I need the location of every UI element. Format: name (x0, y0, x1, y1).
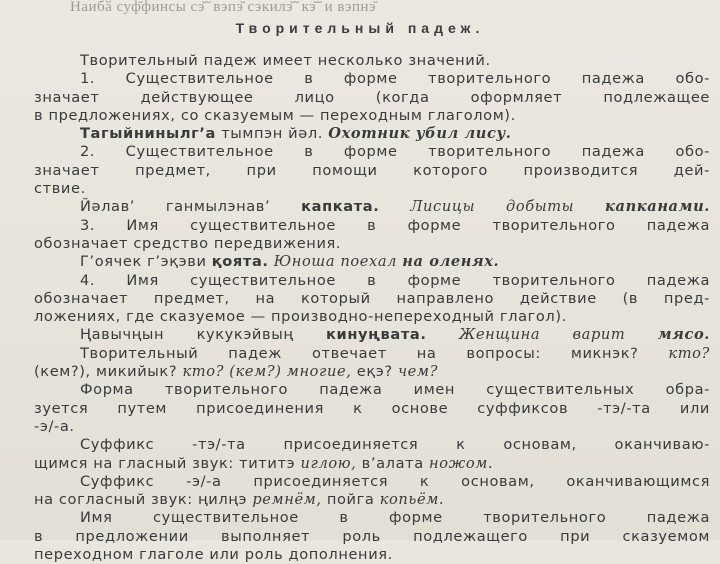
example-4-native-bold: кинуңвата. (326, 326, 427, 344)
example-3-native-plain: Г’оячек г’эқэви (80, 253, 207, 271)
example-2-translation-bold: капканами. (605, 198, 710, 216)
body-text (34, 52, 710, 564)
example-2-native-plain: Йəлав’ ганмылэнав’ (80, 198, 271, 216)
example-3-native-bold: қоята. (211, 253, 269, 271)
example-1 (34, 125, 710, 143)
role-line-3: переходном глаголе или роль дополнения. (34, 546, 393, 564)
questions-line-1-text: Творительный падеж отвечает на вопросы: микнэк? (80, 344, 639, 362)
meaning-3-line-2: обозначает средство передвижения. (34, 234, 342, 252)
bleed-through-text: Наибӑ суф̆финсы сэ̆ ̆ вэпэ̆ сэкилэ̆ ̆ кэ̆ ̆ и вэпнэ̆ (70, 0, 376, 15)
suffix-1-gloss-1: иглою, (300, 454, 357, 472)
meaning-4-line-3: ложениях, где сказуемое — производно-непереходный глагол). (34, 308, 567, 326)
questions-line-2-italic: кто? (кем?) многие, (182, 363, 352, 381)
formation-line-3: -э/-а. (34, 417, 75, 435)
example-2-native-bold: капката. (301, 198, 380, 216)
example-1-native-bold: Тагыйнинылг’а (80, 125, 216, 143)
questions-line-1-italic: кто? (668, 344, 710, 362)
suffix-2-word-2: пойга (326, 491, 375, 509)
suffix-2-gloss-1: ремнём, (252, 491, 322, 509)
meaning-2-line-1: 2. Существительное в форме творительного падежа обо- (80, 143, 710, 161)
questions-line-1 (34, 345, 710, 363)
questions-line-2 (34, 363, 710, 381)
example-4-translation: Женщина варит (458, 326, 626, 344)
meaning-1-line-3: в предложениях, со сказуемым — переходным глаголом). (34, 106, 516, 124)
meaning-4-line-2: обозначает предмет, на который направлено действие (в пред- (34, 289, 710, 307)
example-3-translation: Юноша поехал (273, 253, 398, 271)
meaning-1-line-1: 1. Существительное в форме творительного падежа обо- (80, 70, 710, 88)
example-4 (34, 326, 710, 344)
meaning-4-line-1: 4. Имя существительное в форме творительного падежа (80, 271, 710, 289)
suffix-1-text: щимся на гласный звук: тититэ (34, 454, 296, 472)
section-title: Творительный падеж. (235, 20, 485, 36)
role-line-1: Имя существительное в форме творительного падежа (80, 509, 710, 527)
example-3 (34, 253, 710, 271)
meaning-2-line-2: значает предмет, при помощи которого производится дей- (34, 161, 710, 179)
questions-line-2-italic-end: чем? (397, 363, 438, 381)
meaning-1-line-2: значает действующее лицо (когда оформляет подлежащее (34, 88, 710, 106)
intro-line: Творительный падеж имеет несколько значений. (80, 52, 491, 69)
formation-line-1: Форма творительного падежа имен существительных обра- (80, 381, 710, 399)
questions-line-2-text: (кем?), микийык? (34, 363, 178, 381)
example-4-native-plain: Ңавычңын кукукэйвың (80, 326, 294, 344)
suffix-2-gloss-2: копьём. (379, 491, 445, 509)
suffix-2-line-1: Суффикс -э/-а присоединяется к основам, оканчивающимся (80, 472, 710, 490)
example-3-translation-bold: на оленях. (402, 253, 500, 271)
formation-line-2: зуется путем присоединения к основе суффиксов -тэ/-та или (34, 399, 710, 417)
suffix-2-text: на согласный звук: ңилңэ (34, 491, 248, 509)
meaning-3-line-1: 3. Имя существительное в форме творительного падежа (80, 216, 710, 234)
example-4-translation-bold: мясо. (657, 326, 710, 344)
example-2 (34, 198, 710, 216)
suffix-2-line-2 (34, 491, 710, 509)
suffix-1-word-2: в’алата (361, 454, 424, 472)
suffix-1-gloss-2: ножом. (429, 454, 494, 472)
role-line-2: в предложении выполняет роль подлежащего при сказуемом (34, 527, 710, 545)
suffix-1-line-2 (34, 455, 710, 473)
questions-line-2-word: еқэ? (356, 363, 393, 381)
meaning-2-line-3: ствие. (34, 180, 86, 198)
suffix-1-line-1: Суффикс -тэ/-та присоединяется к основам, оканчиваю- (80, 436, 710, 454)
example-1-native-plain: тымпэн йəл. (221, 125, 323, 143)
example-1-translation: Охотник убил лису. (328, 125, 512, 143)
example-2-translation: Лисицы добыты (410, 198, 575, 216)
